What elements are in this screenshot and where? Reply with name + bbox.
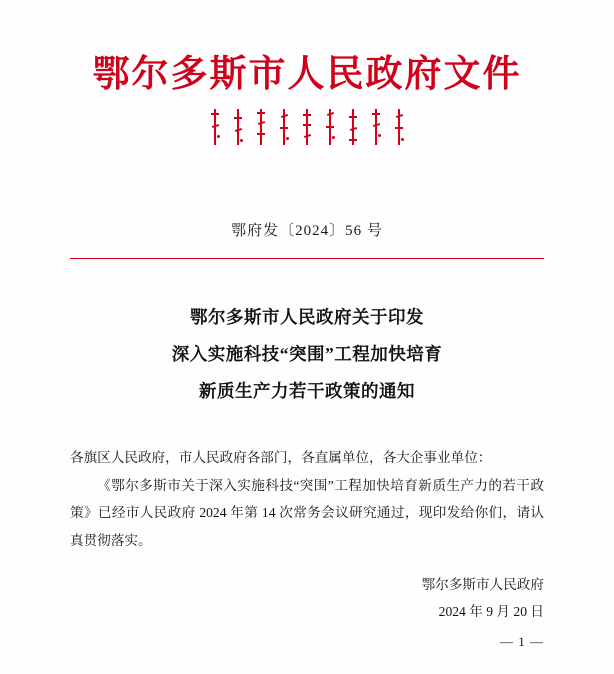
signature-block bbox=[0, 571, 544, 625]
page-number: — 1 — bbox=[500, 633, 544, 649]
document-title-block bbox=[0, 299, 614, 409]
mongolian-glyph bbox=[280, 109, 289, 145]
mongolian-glyph bbox=[349, 109, 358, 145]
mongolian-glyph bbox=[303, 109, 312, 145]
document-title-line-2: 深入实施科技“突围”工程加快培育 bbox=[171, 344, 443, 365]
document-header bbox=[0, 0, 614, 149]
mongolian-glyph bbox=[234, 109, 243, 145]
mongolian-glyph bbox=[326, 109, 335, 145]
mongolian-script-banner bbox=[0, 109, 614, 149]
signature-organization: 鄂尔多斯市人民政府 bbox=[421, 577, 544, 593]
document-body bbox=[70, 444, 544, 555]
mongolian-glyph bbox=[211, 109, 220, 145]
page-title: 鄂尔多斯市人民政府文件 bbox=[92, 54, 522, 95]
document-number: 鄂府发〔2024〕56 号 bbox=[231, 222, 383, 239]
red-divider-rule bbox=[70, 258, 544, 260]
document-title-line-1: 鄂尔多斯市人民政府关于印发 bbox=[190, 307, 424, 328]
body-paragraph-1: 《鄂尔多斯市关于深入实施科技“突围”工程加快培育新质生产力的若干政策》已经市人民政府 2024 年第 14 次常务会议研究通过，现印发给你们，请认真贯彻落实。 bbox=[70, 477, 544, 549]
mongolian-glyph bbox=[257, 109, 266, 145]
mongolian-glyph bbox=[372, 109, 381, 145]
signature-date: 2024 年 9 月 20 日 bbox=[438, 604, 544, 620]
mongolian-glyph bbox=[395, 109, 404, 145]
salutation-text: 各旗区人民政府，市人民政府各部门，各直属单位，各大企事业单位： bbox=[70, 449, 492, 465]
document-title-line-3: 新质生产力若干政策的通知 bbox=[199, 380, 415, 401]
